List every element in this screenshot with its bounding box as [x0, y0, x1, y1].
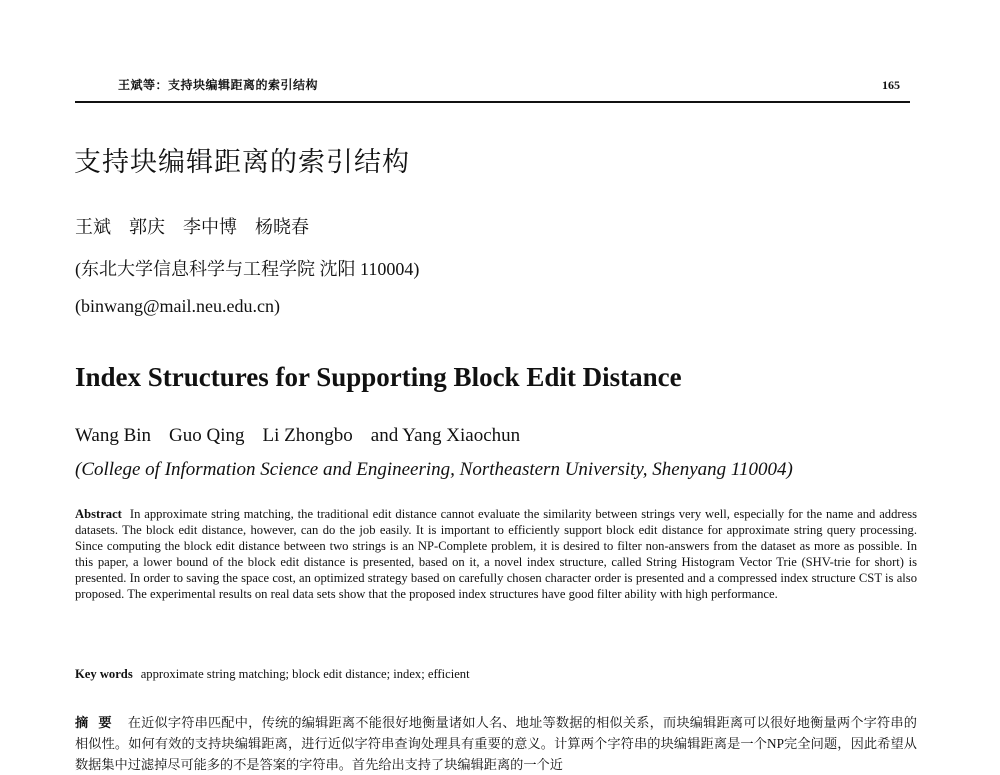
abstract-cn: [75, 712, 917, 775]
chinese-title: 支持块编辑距离的索引结构: [74, 147, 410, 177]
author-en: Li Zhongbo: [262, 425, 353, 446]
keywords-text: approximate string matching; block edit distance; index; efficient: [140, 667, 470, 681]
chinese-affiliation: (东北大学信息科学与工程学院 沈阳 110004): [75, 259, 420, 279]
author-cn: 杨晓春: [255, 217, 309, 237]
author-en: and Yang Xiaochun: [370, 425, 521, 446]
chinese-authors: [75, 213, 309, 239]
author-cn: 郭庆: [129, 217, 165, 237]
author-en: Guo Qing: [169, 425, 245, 446]
keywords-label: Key words: [75, 667, 133, 681]
author-cn: 李中博: [183, 217, 237, 237]
header-rule: [75, 101, 910, 103]
abstract-text: In approximate string matching, the traditional edit distance cannot evaluate the similarity between strings very well, especially for the name and address datasets. The block edit distance, however, can do the job easily. It is important to efficiently support block edit distance for approximate string query processing. Since computing the block edit distance between two strings is an NP-Complete problem, it is desired to filter non-answers from the dataset as more as possible. In this paper, a lower bound of the block edit distance is presented, based on it, a novel index structure, called String Histogram Vector Trie (SHV-trie for short) is presented. In order to saving the space cost, an optimized strategy based on carefully chosen character order is presented and a compressed index structure CST is also proposed. The experimental results on real data sets show that the proposed index structures have good filter ability with high performance.: [75, 507, 917, 601]
page-number: 165: [882, 78, 900, 92]
author-email: (binwang@mail.neu.edu.cn): [75, 296, 281, 316]
abstract-label: Abstract: [75, 507, 122, 521]
running-header: 王斌等：支持块编辑距离的索引结构: [118, 78, 319, 92]
abstract-en: [75, 506, 917, 602]
english-affiliation: (College of Information Science and Engineering, Northeastern University, Shenyang 110004): [75, 459, 793, 480]
author-en: Wang Bin: [75, 425, 152, 446]
abstract-cn-label: 摘要: [75, 715, 122, 730]
author-cn: 王斌: [75, 217, 111, 237]
english-authors: [75, 425, 520, 447]
keywords-en: [75, 667, 917, 682]
english-title: Index Structures for Supporting Block Edit Distance: [75, 362, 682, 392]
abstract-cn-text: 在近似字符串匹配中，传统的编辑距离不能很好地衡量诸如人名、地址等数据的相似关系，而块编辑距离可以很好地衡量两个字符串的相似性。如何有效的支持块编辑距离，进行近似字符串查询处理具有重要的意义。计算两个字符串的块编辑距离是一个NP完全问题，因此希望从数据集中过滤掉尽可能多的不是答案的字符串。首先给出支持了块编辑距离的一个近: [75, 715, 917, 772]
